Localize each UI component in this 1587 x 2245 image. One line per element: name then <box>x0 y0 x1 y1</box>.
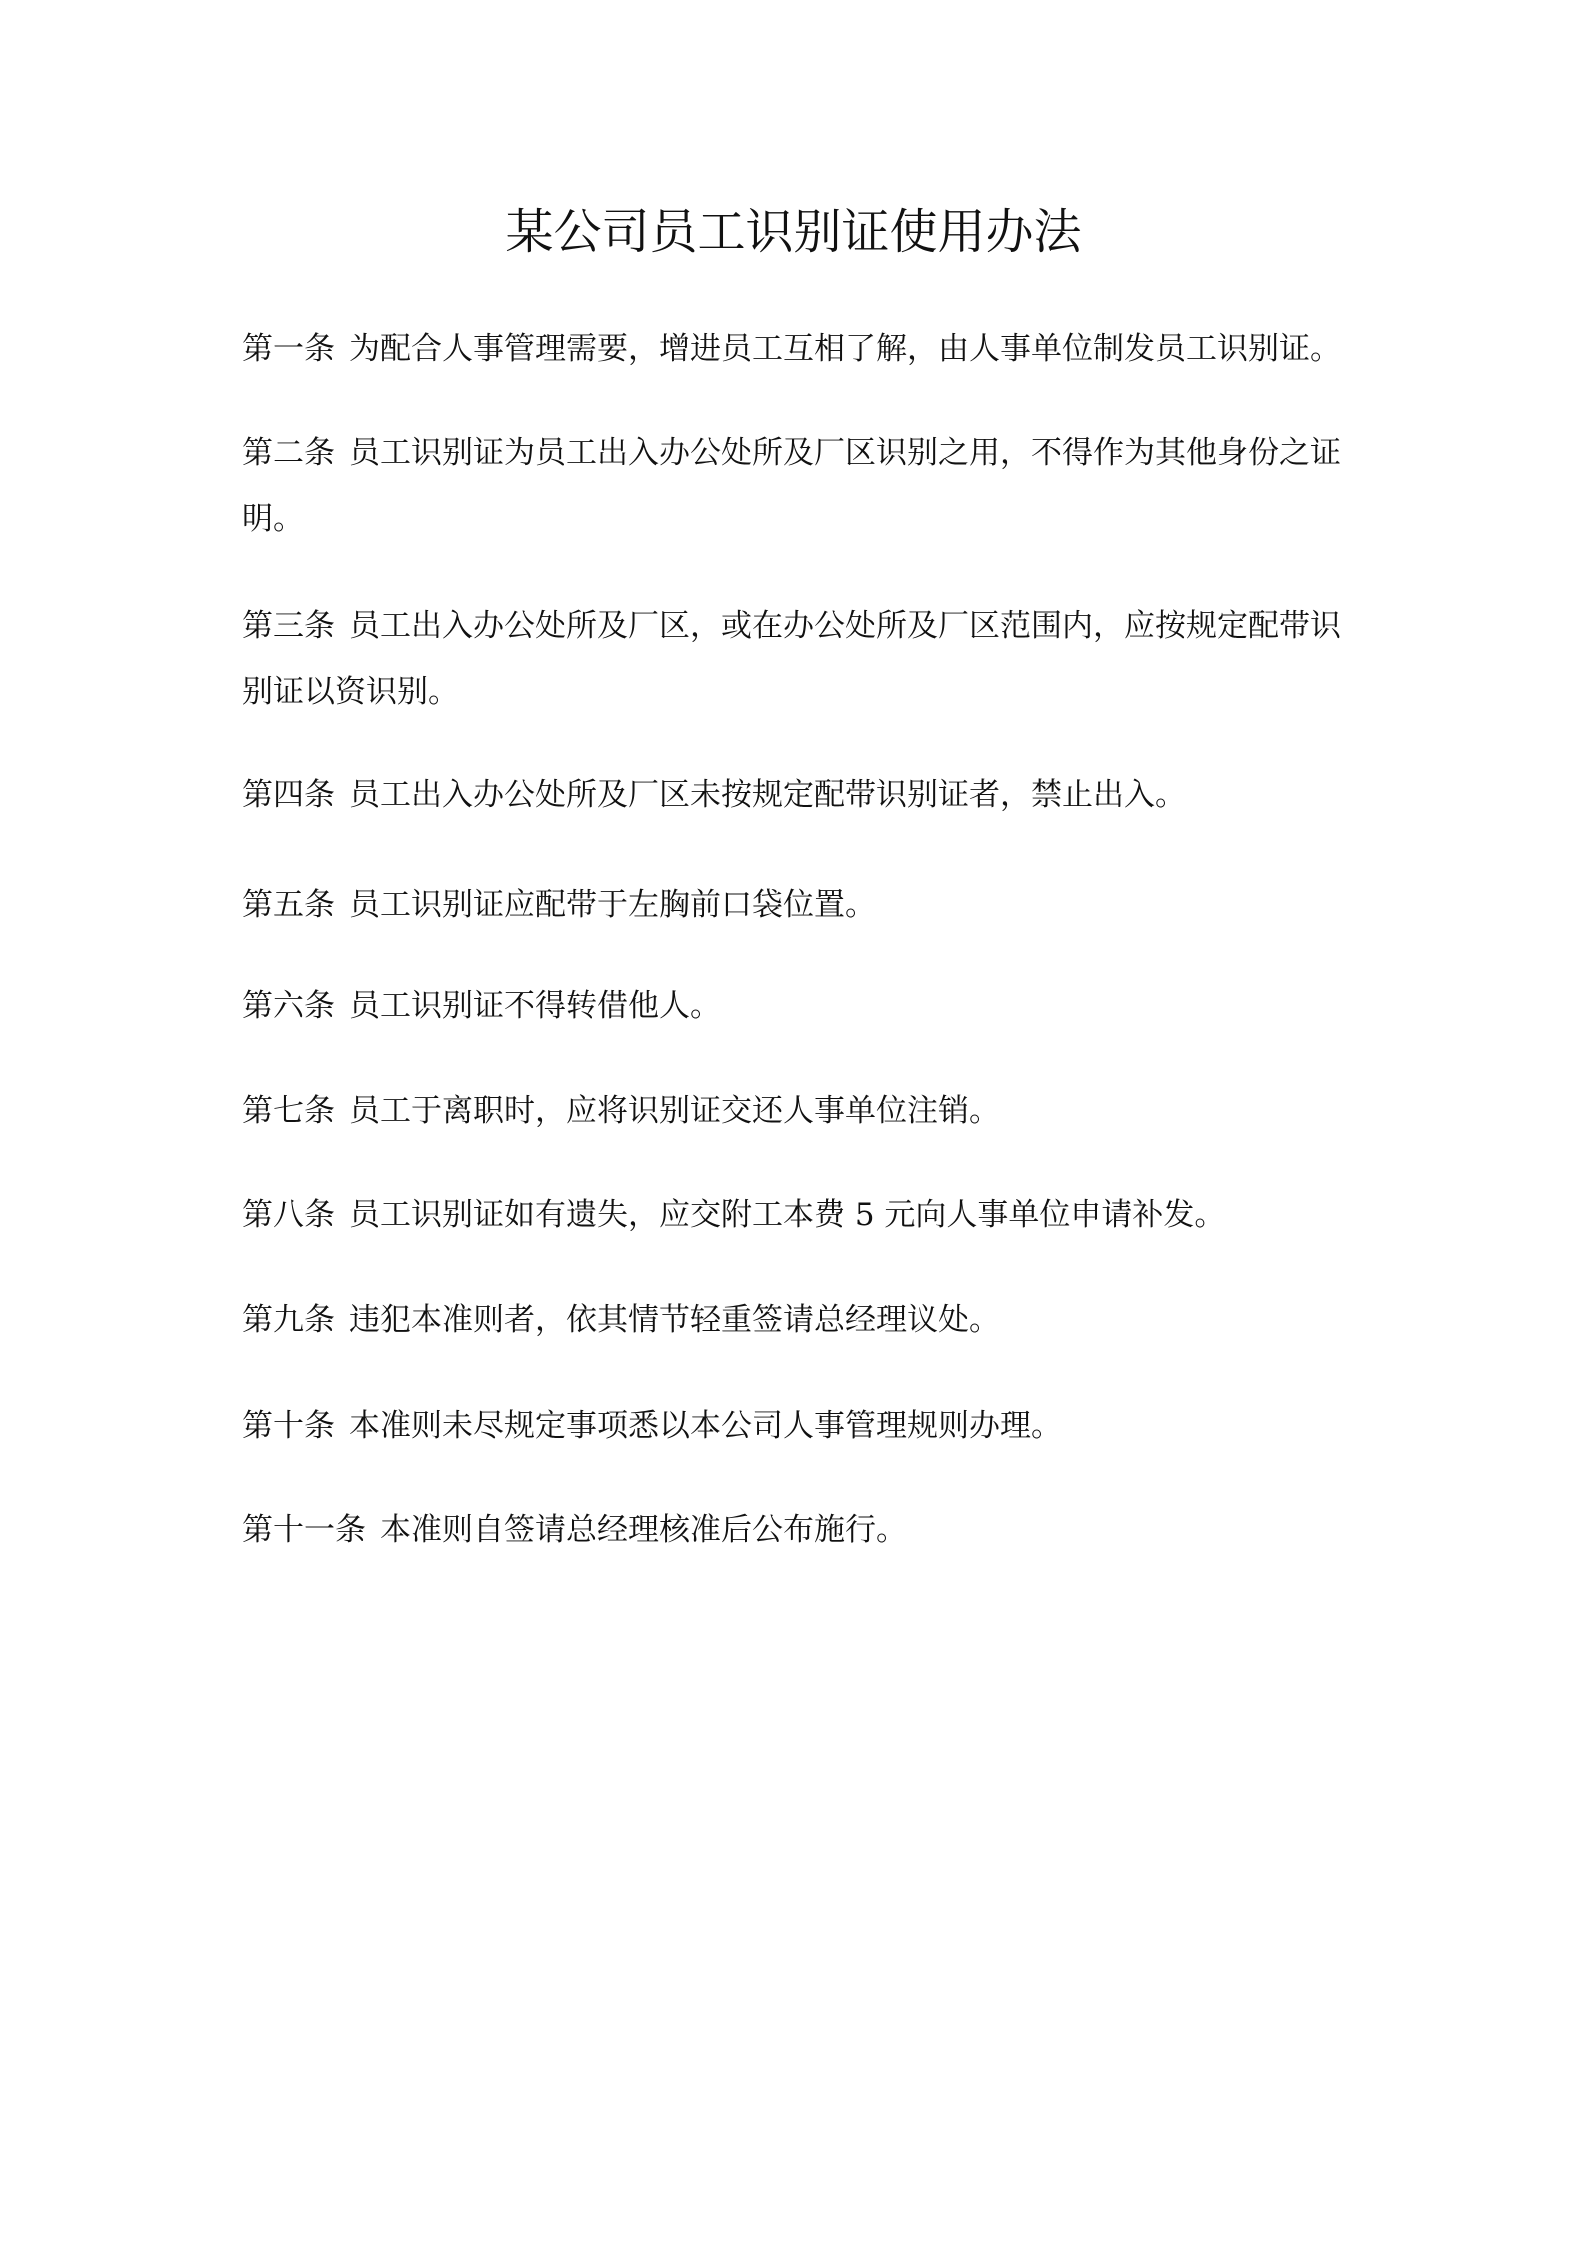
article-2 <box>242 420 1367 552</box>
article-1 <box>242 316 1367 382</box>
document-title: 某公司员工识别证使用办法 <box>505 204 1082 260</box>
article-text: 员工识别证为员工出入办公处所及厂区识别之用，不得作为其他身份之证明。 <box>242 435 1341 537</box>
article-11 <box>242 1497 1367 1563</box>
article-7 <box>242 1078 1367 1144</box>
article-label: 第六条 <box>242 988 335 1024</box>
article-label: 第十条 <box>242 1408 335 1444</box>
article-text: 本准则自签请总经理核准后公布施行。 <box>380 1512 907 1548</box>
article-text: 员工识别证不得转借他人。 <box>349 988 721 1024</box>
article-text: 本准则未尽规定事项悉以本公司人事管理规则办理。 <box>349 1408 1062 1444</box>
article-label: 第五条 <box>242 887 335 923</box>
article-10 <box>242 1393 1367 1459</box>
article-text: 员工出入办公处所及厂区，或在办公处所及厂区范围内，应按规定配带识别证以资识别。 <box>242 608 1341 710</box>
article-label: 第九条 <box>242 1302 335 1338</box>
article-text: 为配合人事管理需要，增进员工互相了解，由人事单位制发员工识别证。 <box>349 331 1341 367</box>
article-label: 第一条 <box>242 331 335 367</box>
article-text: 员工识别证应配带于左胸前口袋位置。 <box>349 887 876 923</box>
article-4 <box>242 762 1367 828</box>
article-label: 第八条 <box>242 1197 335 1233</box>
article-text: 违犯本准则者，依其情节轻重签请总经理议处。 <box>349 1302 1000 1338</box>
article-text: 员工出入办公处所及厂区未按规定配带识别证者，禁止出入。 <box>349 777 1186 813</box>
article-3 <box>242 593 1367 725</box>
article-5 <box>242 872 1367 938</box>
article-label: 第四条 <box>242 777 335 813</box>
article-label: 第十一条 <box>242 1512 366 1548</box>
article-text: 员工识别证如有遗失，应交附工本费 5 元向人事单位申请补发。 <box>349 1197 1226 1233</box>
article-label: 第三条 <box>242 608 335 644</box>
article-text: 员工于离职时，应将识别证交还人事单位注销。 <box>349 1093 1000 1129</box>
article-label: 第二条 <box>242 435 335 471</box>
article-label: 第七条 <box>242 1093 335 1129</box>
article-6 <box>242 973 1367 1039</box>
article-9 <box>242 1287 1367 1353</box>
article-8 <box>242 1182 1367 1248</box>
